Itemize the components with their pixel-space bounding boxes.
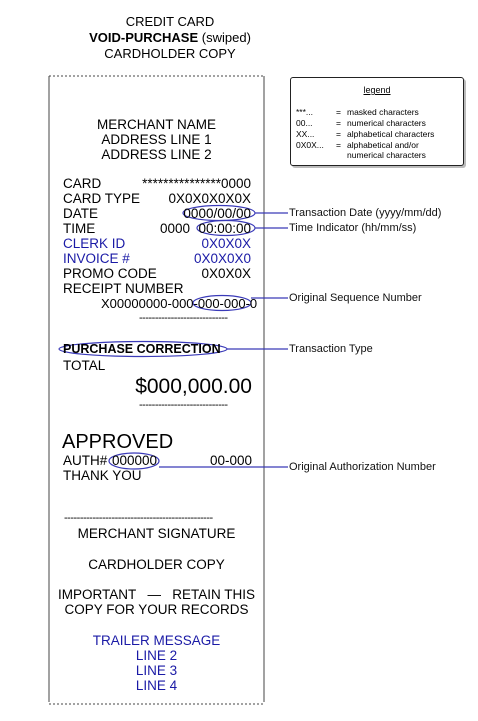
header-title: CREDIT CARD xyxy=(125,14,215,29)
thank-you: THANK YOU xyxy=(63,468,142,483)
card-type-value: 0X0X0X0X0X xyxy=(168,191,251,206)
time-value: 00:00:00 xyxy=(198,221,251,236)
invoice-value: 0X0X0X0 xyxy=(193,251,251,266)
header-copy-label: CARDHOLDER COPY xyxy=(104,46,236,61)
legend-eq-4: = xyxy=(336,140,341,150)
legend-desc-4: alphabetical and/or xyxy=(347,140,419,150)
trailer-line-4: LINE 4 xyxy=(135,678,178,693)
address-line-1: ADDRESS LINE 1 xyxy=(101,132,212,147)
clerk-id-value: 0X0X0X xyxy=(201,236,251,251)
receipt-number-label: RECEIPT NUMBER xyxy=(63,281,184,296)
merchant-name: MERCHANT NAME xyxy=(96,117,216,132)
trailer-line-2: LINE 2 xyxy=(135,648,178,663)
annotation-transaction-date: Transaction Date (yyyy/mm/dd) xyxy=(289,207,442,219)
legend-symbol-1: ***... xyxy=(296,107,314,117)
receipt-number-value xyxy=(101,296,257,311)
time-label: TIME xyxy=(63,221,96,236)
auth-label: AUTH# xyxy=(63,453,108,468)
void-purchase-label: VOID-PURCHASE xyxy=(89,30,199,45)
legend-eq-2: = xyxy=(336,118,341,128)
invoice-label: INVOICE # xyxy=(63,251,130,266)
date-label: DATE xyxy=(63,206,99,221)
clerk-id-label: CLERK ID xyxy=(63,236,126,251)
legend-title: legend xyxy=(363,85,391,95)
receipt-number-prefix: X00000000-000- xyxy=(101,296,198,311)
legend-desc-4-cont: numerical characters xyxy=(347,150,426,160)
separator-1: ---------------------------- xyxy=(139,312,228,324)
legend-symbol-3: XX... xyxy=(296,129,315,139)
card-label: CARD xyxy=(63,176,102,191)
cardholder-copy-label: CARDHOLDER COPY xyxy=(88,557,225,572)
important-word: IMPORTANT xyxy=(57,587,137,602)
date-value: 0000/00/00 xyxy=(183,206,251,221)
signature-line: ----------------------------------------------- xyxy=(64,512,213,524)
separator-2: ---------------------------- xyxy=(139,399,228,411)
trailer-message: TRAILER MESSAGE xyxy=(92,633,221,648)
retain-this: RETAIN THIS xyxy=(172,587,256,602)
promo-code-label: PROMO CODE xyxy=(63,266,157,281)
total-label: TOTAL xyxy=(63,358,106,373)
receipt-sequence-number: 000-000-0 xyxy=(197,296,258,311)
address-line-2: ADDRESS LINE 2 xyxy=(101,147,212,162)
card-value: ***************0000 xyxy=(142,176,251,191)
legend-desc-3: alphabetical characters xyxy=(347,129,435,139)
annotation-time-indicator: Time Indicator (hh/mm/ss) xyxy=(289,222,417,234)
total-amount: $000,000.00 xyxy=(135,375,252,398)
annotation-authorization-number: Original Authorization Number xyxy=(289,461,436,473)
legend-symbol-2: 00... xyxy=(296,118,313,128)
annotation-sequence-number: Original Sequence Number xyxy=(289,292,422,304)
card-type-label: CARD TYPE xyxy=(63,191,141,206)
legend-desc-1: masked characters xyxy=(347,107,419,117)
important-dash: — xyxy=(147,587,161,602)
approved-status: APPROVED xyxy=(62,431,174,453)
trailer-line-3: LINE 3 xyxy=(135,663,178,678)
important-line-2: COPY FOR YOUR RECORDS xyxy=(64,602,249,617)
legend-symbol-4: 0X0X... xyxy=(296,140,324,150)
annotation-transaction-type: Transaction Type xyxy=(289,343,373,355)
time-code: 0000 xyxy=(160,221,191,236)
auth-number: 000000 xyxy=(112,453,158,468)
important-line-1 xyxy=(49,587,264,602)
legend-eq-3: = xyxy=(336,129,341,139)
legend-desc-2: numerical characters xyxy=(347,118,426,128)
transaction-type: PURCHASE CORRECTION xyxy=(63,342,221,356)
legend-eq-1: = xyxy=(336,107,341,117)
promo-code-value: 0X0X0X xyxy=(201,266,251,281)
auth-right-code: 00-000 xyxy=(209,453,252,468)
merchant-signature-label: MERCHANT SIGNATURE xyxy=(77,526,236,541)
swiped-label: (swiped) xyxy=(198,30,251,45)
